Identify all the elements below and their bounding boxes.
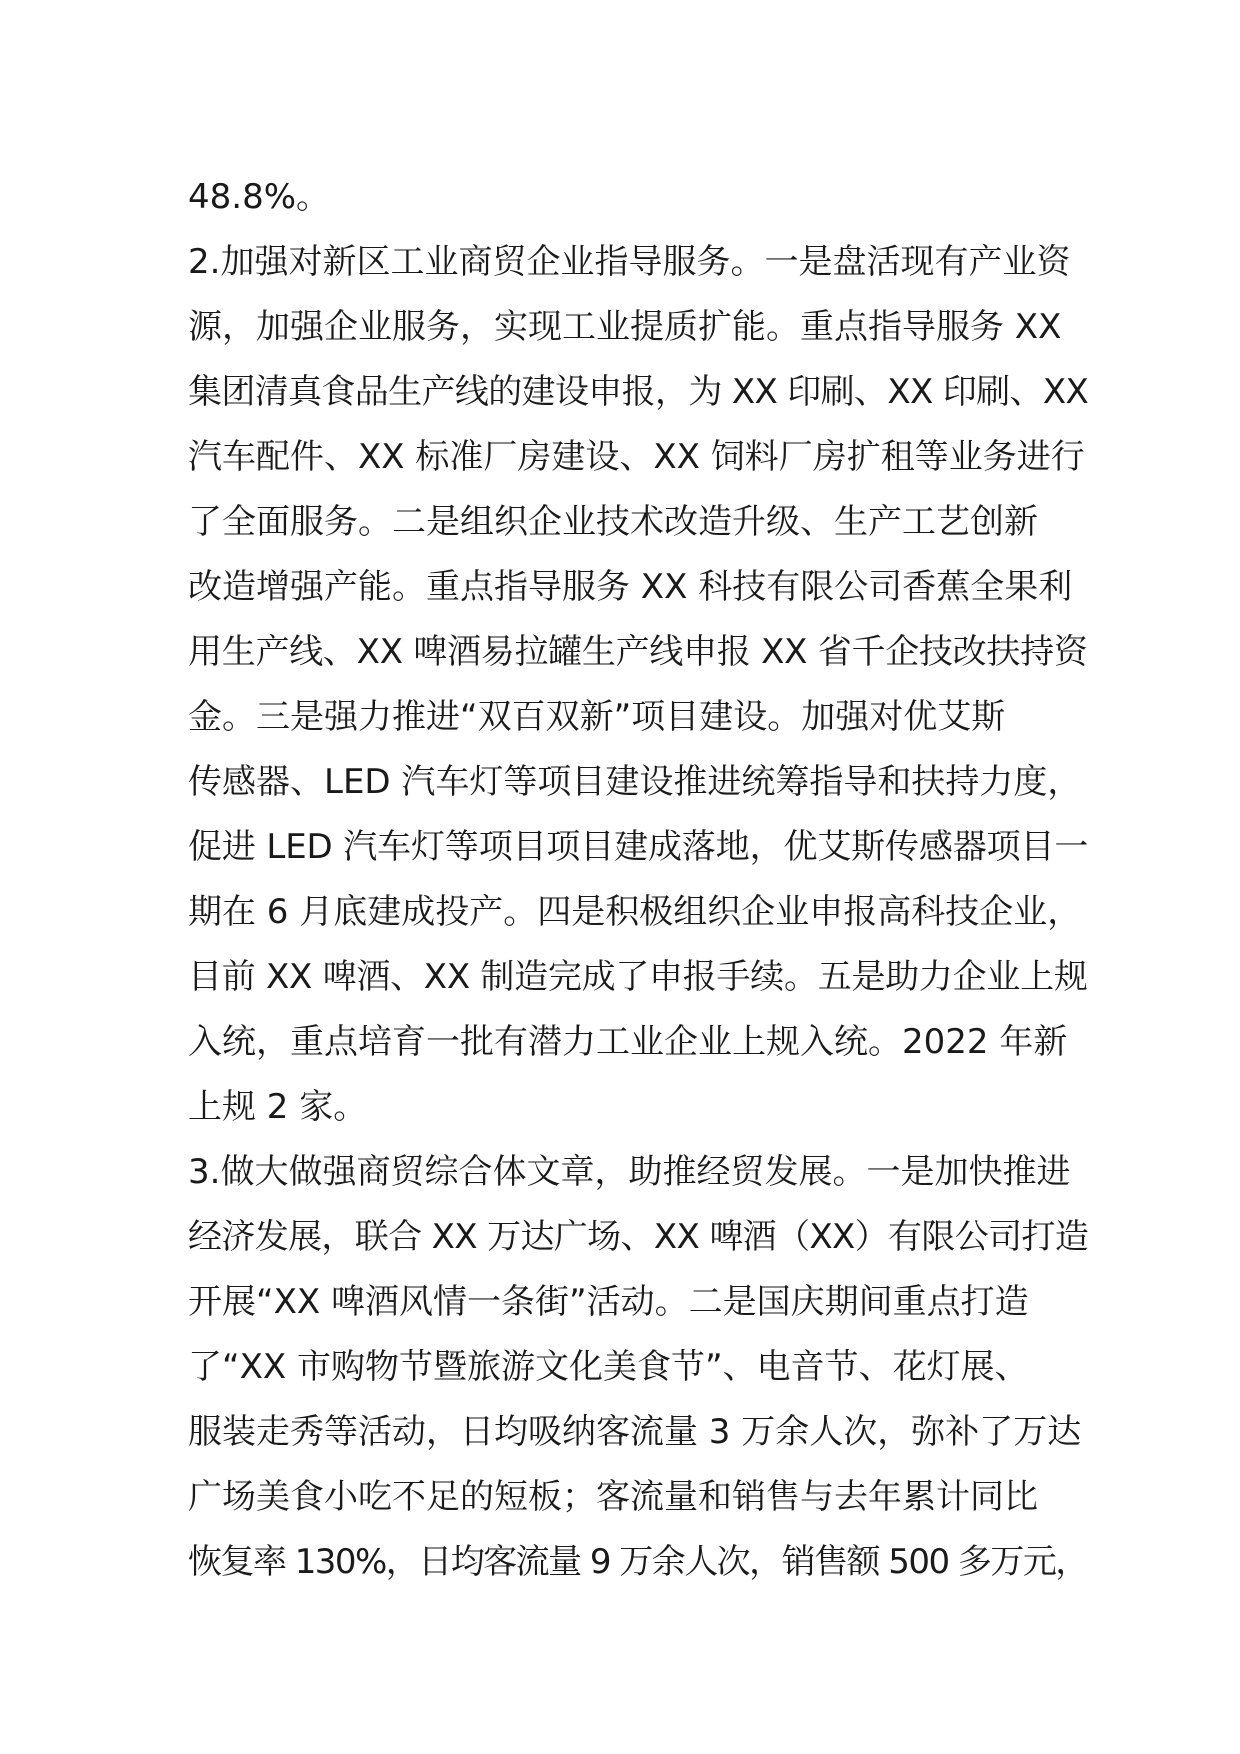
text-line: 广场美食小吃不足的短板；客流量和销售与去年累计同比	[188, 1477, 1038, 1517]
text-line: 了“XX 市购物节暨旅游文化美食节”、电音节、花灯展、	[188, 1347, 1029, 1387]
text-line: 期在 6 月底建成投产。四是积极组织企业申报高科技企业，	[188, 892, 1082, 932]
document-body	[188, 165, 1088, 1595]
text-line: 了全面服务。二是组织企业技术改造升级、生产工艺创新	[188, 502, 1038, 542]
text-line: 48.8%。	[188, 177, 331, 217]
text-line: 集团清真食品生产线的建设申报，为 XX 印刷、XX 印刷、XX	[188, 372, 1089, 412]
text-line: 上规 2 家。	[188, 1087, 368, 1127]
text-line: 用生产线、XX 啤酒易拉罐生产线申报 XX 省千企技改扶持资	[188, 632, 1088, 672]
text-line: 入统，重点培育一批有潜力工业企业上规入统。2022 年新	[188, 1022, 1068, 1062]
text-line: 服装走秀等活动，日均吸纳客流量 3 万余人次，弥补了万达	[188, 1412, 1082, 1452]
text-line: 源，加强企业服务，实现工业提质扩能。重点指导服务 XX	[188, 307, 1062, 347]
text-line: 开展“XX 啤酒风情一条街”活动。二是国庆期间重点打造	[188, 1282, 1029, 1322]
text-line: 恢复率 130%，日均客流量 9 万余人次，销售额 500 多万元，	[188, 1542, 1088, 1582]
text-line: 3.做大做强商贸综合体文章，助推经贸发展。一是加快推进	[188, 1152, 1071, 1192]
text-line: 目前 XX 啤酒、XX 制造完成了申报手续。五是助力企业上规	[188, 957, 1088, 997]
text-line: 2.加强对新区工业商贸企业指导服务。一是盘活现有产业资	[188, 242, 1071, 282]
text-line: 经济发展，联合 XX 万达广场、XX 啤酒（XX）有限公司打造	[188, 1217, 1089, 1257]
text-line: 传感器、LED 汽车灯等项目建设推进统筹指导和扶持力度，	[188, 762, 1082, 802]
text-line: 金。三是强力推进“双百双新”项目建设。加强对优艾斯	[188, 697, 1006, 737]
text-line: 改造增强产能。重点指导服务 XX 科技有限公司香蕉全果利	[188, 567, 1073, 607]
text-line: 促进 LED 汽车灯等项目项目建成落地，优艾斯传感器项目一	[188, 827, 1089, 867]
text-line: 汽车配件、XX 标准厂房建设、XX 饲料厂房扩租等业务进行	[188, 437, 1085, 477]
